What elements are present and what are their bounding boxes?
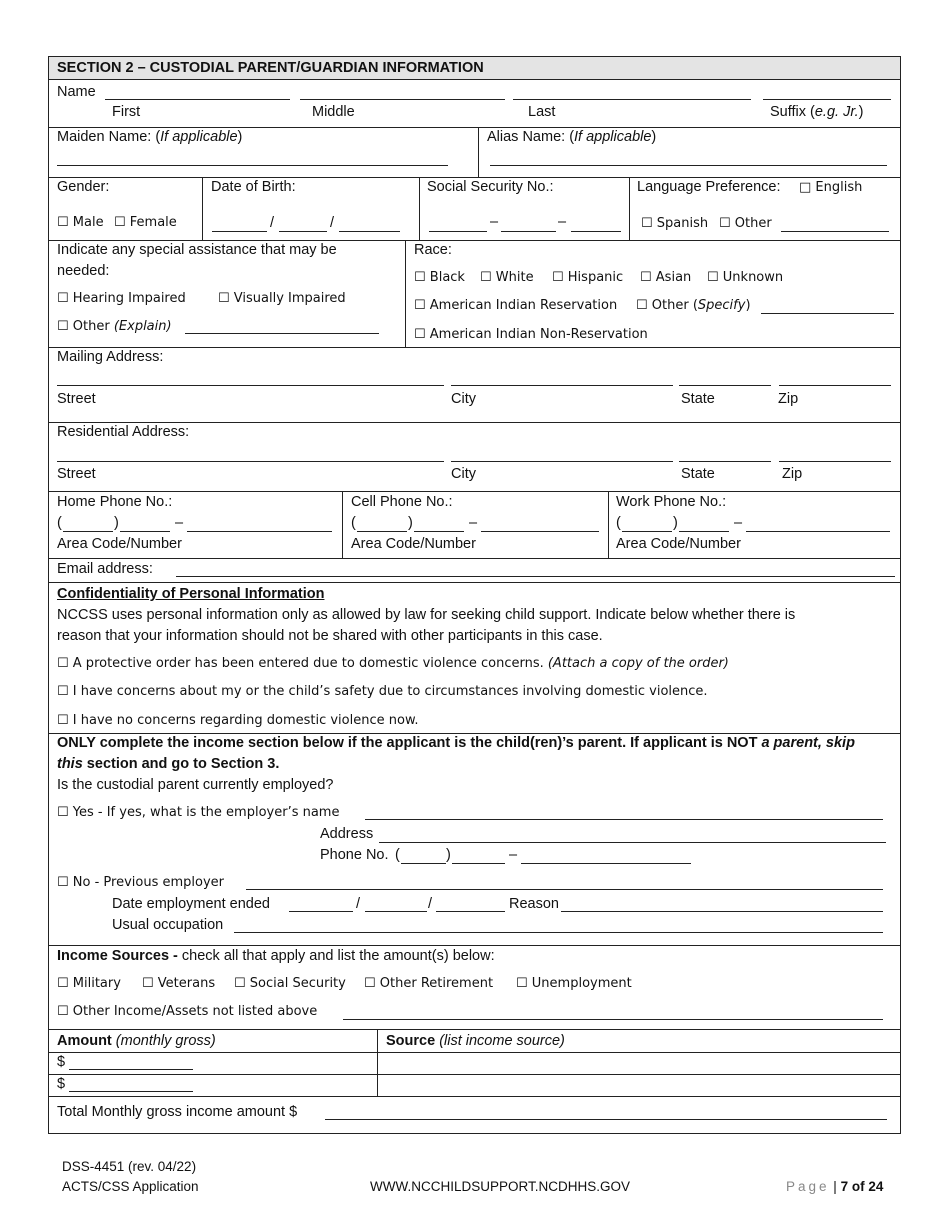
middle-label: Middle (312, 104, 355, 120)
home-phone-paren-open: ( (57, 515, 62, 531)
dob-sep-2: / (330, 215, 335, 231)
cell-phone-label: Cell Phone No.: (351, 494, 453, 510)
income-sources-label: Income Sources - check all that apply and list the amount(s) below: (57, 948, 495, 964)
employer-name-line[interactable] (365, 819, 883, 820)
ssn-label: Social Security No.: (427, 179, 554, 195)
employer-address-label: Address (320, 826, 374, 842)
source-veterans-checkbox[interactable]: ☐ Veterans (142, 976, 216, 991)
race-label: Race: (414, 242, 452, 258)
source-social-security-checkbox[interactable]: ☐ Social Security (234, 976, 346, 991)
source-unemployment-checkbox[interactable]: ☐ Unemployment (516, 976, 632, 991)
date-ended-label: Date employment ended (112, 896, 270, 912)
mailing-state-line[interactable] (679, 385, 771, 386)
residential-city-label: City (451, 466, 476, 482)
confidentiality-para-line1: NCCSS uses personal information only as allowed by law for seeking child support. Indicate below whether there is (57, 607, 796, 623)
usual-occupation-label: Usual occupation (112, 917, 224, 933)
employed-yes-checkbox[interactable]: ☐ Yes - If yes, what is the employer’s name (57, 805, 340, 820)
employer-phone-label: Phone No. (320, 847, 389, 863)
residential-state-label: State (681, 466, 715, 482)
employer-prefix-line[interactable] (452, 863, 505, 864)
income-instruction-line1: ONLY complete the income section below if the applicant is the child(ren)’s parent. If applicant is NOT a parent, skip (57, 735, 855, 751)
suffix-line[interactable] (763, 99, 891, 100)
dob-month-line[interactable] (212, 231, 267, 232)
confidentiality-para-line2: reason that your information should not be shared with other participants in this case. (57, 628, 603, 644)
race-other-checkbox[interactable]: ☐ Other (Specify) (636, 298, 751, 313)
mailing-city-label: City (451, 391, 476, 407)
footer-form-id: DSS-4451 (rev. 04/22) (62, 1159, 197, 1174)
source-header: Source (list income source) (386, 1033, 565, 1049)
maiden-name-line[interactable] (57, 165, 448, 166)
visually-impaired-checkbox[interactable]: ☐ Visually Impaired (218, 291, 346, 306)
date-ended-sep-1: / (356, 896, 361, 912)
home-prefix-line[interactable] (120, 531, 170, 532)
mailing-street-line[interactable] (57, 385, 444, 386)
income-instruction-line2: this section and go to Section 3. (57, 756, 280, 772)
reason-line[interactable] (561, 911, 883, 912)
ssn-sep-2: – (558, 214, 567, 230)
alias-name-label: Alias Name: (If applicable) (487, 129, 657, 145)
ssn-part2-line[interactable] (501, 231, 556, 232)
ssn-part1-line[interactable] (429, 231, 487, 232)
work-number-line[interactable] (746, 531, 890, 532)
race-asian-checkbox[interactable]: ☐ Asian (640, 270, 692, 285)
residential-zip-line[interactable] (779, 461, 891, 462)
work-phone-paren-open: ( (616, 515, 621, 531)
source-military-checkbox[interactable]: ☐ Military (57, 976, 121, 991)
first-name-line[interactable] (105, 99, 290, 100)
total-income-label: Total Monthly gross income amount $ (57, 1104, 298, 1120)
first-label: First (112, 104, 141, 120)
home-phone-label: Home Phone No.: (57, 494, 173, 510)
residential-street-line[interactable] (57, 461, 444, 462)
race-unknown-checkbox[interactable]: ☐ Unknown (707, 270, 784, 285)
mailing-street-label: Street (57, 391, 96, 407)
section-2-form (48, 56, 901, 1134)
hearing-impaired-checkbox[interactable]: ☐ Hearing Impaired (57, 291, 186, 306)
race-hispanic-checkbox[interactable]: ☐ Hispanic (552, 270, 624, 285)
employer-area-code-line[interactable] (401, 863, 446, 864)
language-other-checkbox[interactable]: ☐ Other (719, 216, 772, 231)
cell-prefix-line[interactable] (414, 531, 464, 532)
confidentiality-heading: Confidentiality of Personal Information (57, 586, 325, 602)
home-area-code-line[interactable] (63, 531, 113, 532)
cell-area-code-line[interactable] (357, 531, 407, 532)
cell-phone-sub: Area Code/Number (351, 536, 476, 552)
assistance-other-line[interactable] (185, 333, 379, 334)
residential-street-label: Street (57, 466, 96, 482)
amount-line-2[interactable] (69, 1091, 193, 1092)
date-ended-month-line[interactable] (289, 911, 353, 912)
dob-sep-1: / (270, 215, 275, 231)
cell-number-line[interactable] (481, 531, 599, 532)
assistance-label-line2: needed: (57, 263, 110, 279)
dob-label: Date of Birth: (211, 179, 296, 195)
work-prefix-line[interactable] (679, 531, 729, 532)
work-area-code-line[interactable] (622, 531, 672, 532)
employer-phone-dash: – (509, 847, 518, 863)
residential-state-line[interactable] (679, 461, 771, 462)
footer-app-name: ACTS/CSS Application (62, 1179, 199, 1194)
maiden-name-label: Maiden Name: (If applicable) (57, 129, 243, 145)
suffix-label: Suffix (e.g. Jr.) (770, 104, 864, 120)
gender-male-checkbox[interactable]: ☐ Male (57, 215, 104, 230)
section-title: SECTION 2 – CUSTODIAL PARENT/GUARDIAN INFORMATION (57, 60, 484, 76)
source-other-income-checkbox[interactable]: ☐ Other Income/Assets not listed above (57, 1004, 318, 1019)
language-spanish-checkbox[interactable]: ☐ Spanish (641, 216, 709, 231)
work-phone-label: Work Phone No.: (616, 494, 727, 510)
dob-day-line[interactable] (279, 231, 327, 232)
race-american-indian-non-reservation-checkbox[interactable]: ☐ American Indian Non-Reservation (414, 327, 648, 342)
dob-year-line[interactable] (339, 231, 400, 232)
mailing-zip-line[interactable] (779, 385, 891, 386)
alias-name-line[interactable] (490, 165, 887, 166)
race-black-checkbox[interactable]: ☐ Black (414, 270, 465, 285)
employer-address-line[interactable] (379, 842, 886, 843)
work-phone-dash: – (734, 515, 743, 531)
total-income-line[interactable] (325, 1119, 887, 1120)
employer-number-line[interactable] (521, 863, 691, 864)
previous-employer-line[interactable] (246, 889, 883, 890)
residential-address-label: Residential Address: (57, 424, 190, 440)
language-other-line[interactable] (781, 231, 889, 232)
amount-header: Amount (monthly gross) (57, 1033, 216, 1049)
date-ended-sep-2: / (428, 896, 433, 912)
reason-label: Reason (509, 896, 559, 912)
assistance-other-checkbox[interactable]: ☐ Other (Explain) (57, 319, 172, 334)
middle-name-line[interactable] (300, 99, 505, 100)
footer-page: Page | 7 of 24 (786, 1179, 884, 1194)
amount-dollar-2: $ (57, 1076, 66, 1092)
language-english-checkbox[interactable]: □ English (799, 180, 863, 195)
ssn-sep-1: – (490, 214, 499, 230)
name-label: Name (57, 84, 96, 100)
residential-city-line[interactable] (451, 461, 673, 462)
residential-zip-label: Zip (782, 466, 803, 482)
gender-female-checkbox[interactable]: ☐ Female (114, 215, 177, 230)
race-other-line[interactable] (761, 313, 894, 314)
mailing-state-label: State (681, 391, 715, 407)
assistance-label-line1: Indicate any special assistance that may be (57, 242, 337, 258)
other-income-line[interactable] (343, 1019, 883, 1020)
employer-phone-paren-open: ( (395, 847, 400, 863)
home-phone-dash: – (175, 515, 184, 531)
mailing-city-line[interactable] (451, 385, 673, 386)
last-name-line[interactable] (513, 99, 751, 100)
amount-line-1[interactable] (69, 1069, 193, 1070)
mailing-address-label: Mailing Address: (57, 349, 164, 365)
usual-occupation-line[interactable] (234, 932, 883, 933)
work-phone-paren-close: ) (673, 515, 678, 531)
no-concerns-checkbox[interactable]: ☐ I have no concerns regarding domestic violence now. (57, 713, 419, 728)
ssn-part3-line[interactable] (571, 231, 621, 232)
date-ended-day-line[interactable] (365, 911, 427, 912)
work-phone-sub: Area Code/Number (616, 536, 741, 552)
email-label: Email address: (57, 561, 153, 577)
race-american-indian-reservation-checkbox[interactable]: ☐ American Indian Reservation (414, 298, 618, 313)
footer-url: WWW.NCCHILDSUPPORT.NCDHHS.GOV (370, 1179, 631, 1194)
last-label: Last (528, 104, 556, 120)
email-line[interactable] (176, 576, 895, 577)
cell-phone-paren-close: ) (408, 515, 413, 531)
cell-phone-dash: – (469, 515, 478, 531)
race-white-checkbox[interactable]: ☐ White (480, 270, 534, 285)
safety-concerns-checkbox[interactable]: ☐ I have concerns about my or the child’s safety due to circumstances involving domestic violence. (57, 684, 708, 699)
employed-question: Is the custodial parent currently employed? (57, 777, 334, 793)
language-label: Language Preference: (637, 179, 781, 195)
employer-phone-paren-close: ) (446, 847, 451, 863)
amount-dollar-1: $ (57, 1054, 66, 1070)
source-other-retirement-checkbox[interactable]: ☐ Other Retirement (364, 976, 494, 991)
employed-no-checkbox[interactable]: ☐ No - Previous employer (57, 875, 225, 890)
date-ended-year-line[interactable] (436, 911, 505, 912)
protective-order-checkbox[interactable]: ☐ A protective order has been entered due to domestic violence concerns. (Attach a copy of the order) (57, 656, 729, 671)
mailing-zip-label: Zip (778, 391, 799, 407)
gender-label: Gender: (57, 179, 110, 195)
home-phone-sub: Area Code/Number (57, 536, 182, 552)
cell-phone-paren-open: ( (351, 515, 356, 531)
home-number-line[interactable] (187, 531, 332, 532)
home-phone-paren-close: ) (114, 515, 119, 531)
